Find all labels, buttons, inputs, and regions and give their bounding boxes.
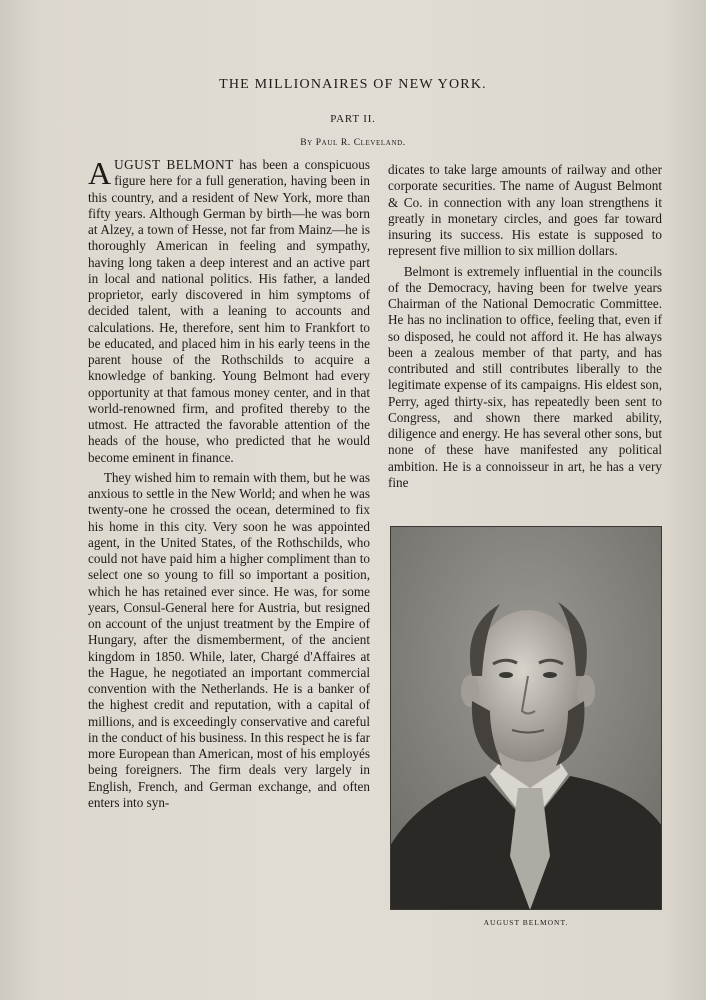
paragraph-4: Belmont is extremely influential in the councils of the Democracy, having been for twelve years Chairman of the National Democratic Committee. He has no inclination to office, feeling that, even if so disposed, he could not afford it. He has always been a zealous member of that party, and has contributed and still contributes liberally to the legitimate expense of its campaigns. His eldest son, Perry, aged thirty-six, has repeatedly been sent to Congress, and shown there marked ability, diligence and energy. He has several other sons, but none of these have manifested any political ambition. He is a connoisseur in art, he has a very fine (388, 263, 662, 490)
article-part: PART II. (330, 113, 376, 125)
drop-cap: A (88, 155, 112, 191)
paragraph-1 (88, 157, 370, 466)
portrait-illustration (390, 526, 662, 910)
article-byline: By Paul R. Cleveland. (300, 138, 406, 148)
subject-name-caps: UGUST BELMONT (114, 157, 234, 172)
article-title: THE MILLIONAIRES OF NEW YORK. (219, 77, 487, 92)
right-column (388, 162, 662, 491)
portrait-photo (390, 526, 662, 910)
paragraph-3: dicates to take large amounts of railway and other corporate securities. The name of August Belmont & Co. in connection with any loan strengthens it greatly in monetary circles, and goes far toward insuring its success. His estate is supposed to represent five million to six million dollars. (388, 162, 662, 259)
paragraph-2: They wished him to remain with them, but he was anxious to settle in the New World; and when he was twenty-one he crossed the ocean, determined to fix his home in this city. Very soon he was appointed agent, in the United States, of the Rothschilds, who could not have paid him a higher compliment than to select one so young to fill so important a position, which he has retained ever since. He was, for some years, Consul-General here for Austria, but resigned on account of the unjust treatment by the Empire of Hungary, after the dismemberment, of the ancient kingdom in 1850. While, later, Chargé d'Affaires at the Hague, he negotiated an important commercial convention with the Netherlands. He is a banker of the highest credit and reputation, with a capital of millions, and is exceedingly conservative and careful in the conduct of his business. In this respect he is far more European than American, most of his employés being foreigners. The firm deals very largely in English, French, and German exchange, and often enters into syn- (88, 469, 371, 810)
left-column (88, 157, 370, 811)
paragraph-1-text: has been a conspicuous figure here for a full generation, having been in this country, and a resident of New York, more than fifty years. Although German by birth—he was born at Alzey, a town of Hesse, not far from Mainz—he is thoroughly American in feeling and sympathy, having long taken a deep interest and an active part in local and national politics. His father, a landed proprietor, early discovered in him symptoms of decided talent, with a leaning to accounts and calculations. He, therefore, sent him to Frankfort to be educated, and placed him in his early teens in the parent house of the Rothschilds to acquire a knowledge of banking. Young Belmont had every opportunity at that famous money center, and in that world-renowned firm, and profited thereby to the utmost. He attracted the favorable attention of the heads of the house, who predicted that he would become eminent in finance. (88, 157, 370, 465)
portrait-caption: AUGUST BELMONT. (483, 918, 569, 927)
